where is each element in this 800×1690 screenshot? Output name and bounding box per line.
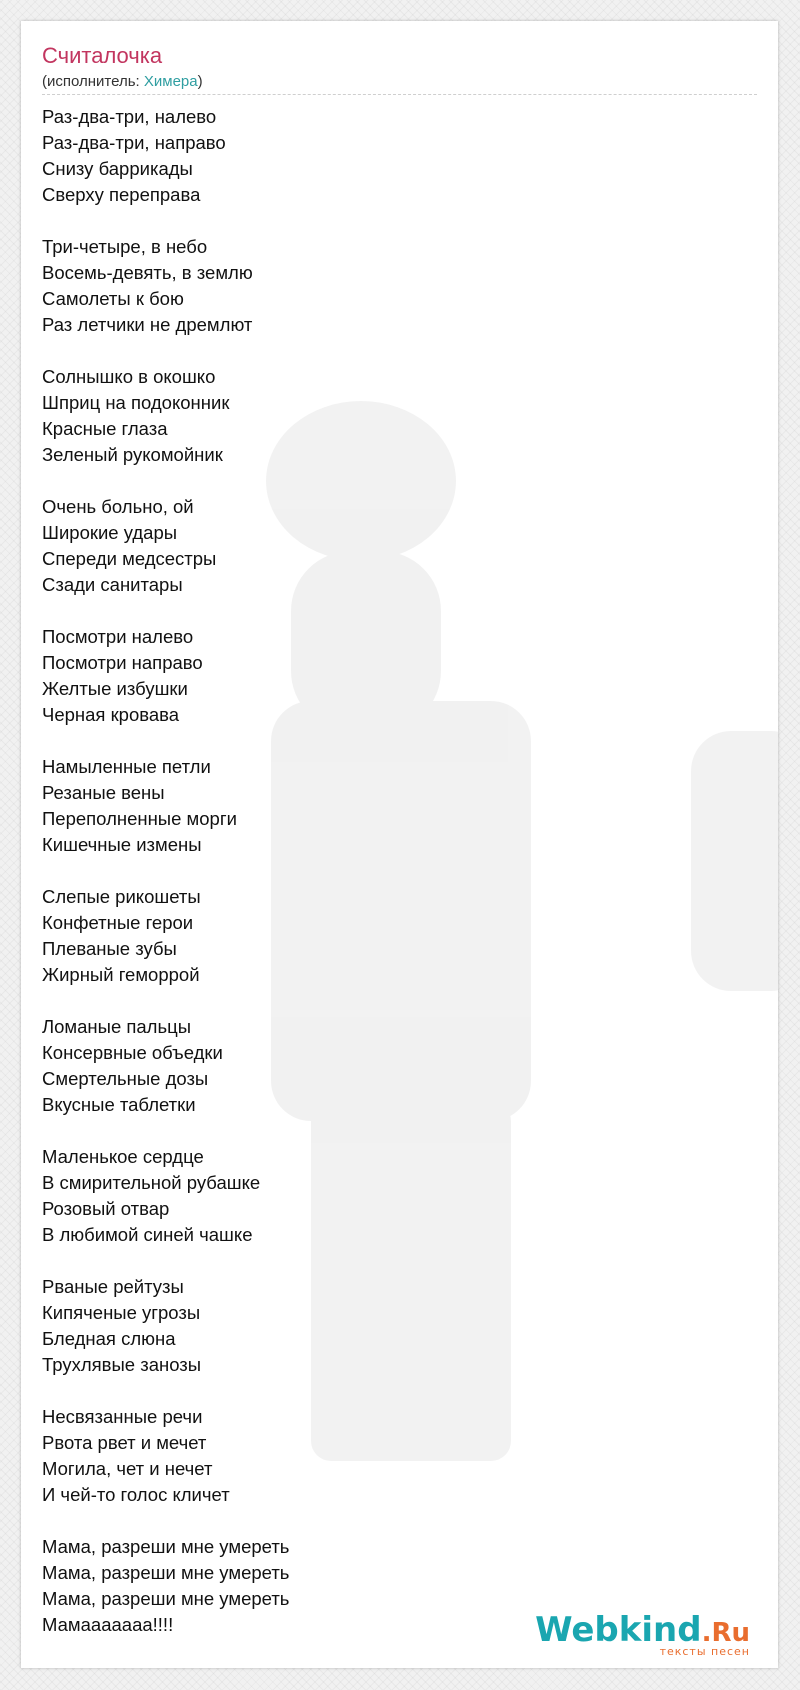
stanza bbox=[42, 1014, 742, 1118]
logo-main-text: Webkind bbox=[535, 1610, 702, 1650]
lyric-line: Трухлявые занозы bbox=[42, 1354, 202, 1375]
lyric-line: Плеваные зубы bbox=[42, 938, 177, 959]
lyric-line: В смирительной рубашке bbox=[42, 1172, 261, 1193]
lyric-line: Раз-два-три, налево bbox=[42, 106, 217, 127]
lyric-line: Посмотри направо bbox=[42, 652, 203, 673]
lyric-line: Снизу баррикады bbox=[42, 158, 193, 179]
lyric-line: Мамааааааа!!!! bbox=[42, 1614, 174, 1635]
artist-link[interactable]: Химера bbox=[143, 73, 198, 90]
stanza bbox=[42, 1274, 742, 1378]
lyrics-text bbox=[42, 104, 742, 1664]
lyric-line: Раз летчики не дремлют bbox=[42, 314, 253, 335]
lyric-line: Вкусные таблетки bbox=[42, 1094, 196, 1115]
lyric-line: Могила, чет и нечет bbox=[42, 1458, 213, 1479]
lyric-line: Конфетные герои bbox=[42, 912, 194, 933]
lyric-line: Шприц на подоконник bbox=[42, 392, 230, 413]
lyric-line: И чей-то голос кличет bbox=[42, 1484, 230, 1505]
lyric-line: Ломаные пальцы bbox=[42, 1016, 192, 1037]
lyric-line: Кипяченые угрозы bbox=[42, 1302, 201, 1323]
stanza bbox=[42, 1144, 742, 1248]
artist-suffix: ) bbox=[197, 73, 203, 90]
lyric-line: Очень больно, ой bbox=[42, 496, 194, 517]
lyric-line: Жирный геморрой bbox=[42, 964, 200, 985]
lyric-line: Рвота рвет и мечет bbox=[42, 1432, 207, 1453]
stanza bbox=[42, 754, 742, 858]
artist-prefix: (исполнитель: bbox=[42, 73, 144, 90]
lyric-line: Рваные рейтузы bbox=[42, 1276, 184, 1297]
lyric-line: Зеленый рукомойник bbox=[42, 444, 223, 465]
stanza bbox=[42, 104, 742, 208]
lyric-line: Мама, разреши мне умереть bbox=[42, 1536, 290, 1557]
lyric-line: Маленькое сердце bbox=[42, 1146, 204, 1167]
lyric-line: Сверху переправа bbox=[42, 184, 201, 205]
webkind-logo[interactable] bbox=[535, 1612, 750, 1658]
stanza bbox=[42, 1404, 742, 1508]
lyric-line: Красные глаза bbox=[42, 418, 168, 439]
logo-tld-text: .Ru bbox=[701, 1618, 750, 1648]
title-divider bbox=[42, 94, 757, 95]
lyric-line: Мама, разреши мне умереть bbox=[42, 1562, 290, 1583]
stanza bbox=[42, 624, 742, 728]
lyric-line: Мама, разреши мне умереть bbox=[42, 1588, 290, 1609]
lyric-line: Смертельные дозы bbox=[42, 1068, 209, 1089]
lyric-line: Переполненные морги bbox=[42, 808, 237, 829]
lyric-line: Черная кровава bbox=[42, 704, 180, 725]
lyric-line: Консервные объедки bbox=[42, 1042, 223, 1063]
logo-tagline: тексты песен bbox=[659, 1645, 750, 1658]
lyric-line: Три-четыре, в небо bbox=[42, 236, 208, 257]
lyric-line: Намыленные петли bbox=[42, 756, 211, 777]
stanza bbox=[42, 234, 742, 338]
lyric-line: Розовый отвар bbox=[42, 1198, 170, 1219]
stanza bbox=[42, 364, 742, 468]
lyric-line: Широкие удары bbox=[42, 522, 178, 543]
lyric-line: В любимой синей чашке bbox=[42, 1224, 253, 1245]
lyric-line: Восемь-девять, в землю bbox=[42, 262, 253, 283]
lyric-line: Несвязанные речи bbox=[42, 1406, 203, 1427]
lyric-line: Сзади санитары bbox=[42, 574, 183, 595]
lyric-line: Спереди медсестры bbox=[42, 548, 217, 569]
lyric-line: Раз-два-три, направо bbox=[42, 132, 226, 153]
artist-line bbox=[42, 72, 203, 92]
stanza bbox=[42, 884, 742, 988]
stanza bbox=[42, 494, 742, 598]
lyric-line: Желтые избушки bbox=[42, 678, 188, 699]
lyric-line: Солнышко в окошко bbox=[42, 366, 216, 387]
lyric-line: Резаные вены bbox=[42, 782, 165, 803]
lyric-line: Слепые рикошеты bbox=[42, 886, 201, 907]
song-title: Считалочка bbox=[42, 43, 163, 68]
lyric-line: Посмотри налево bbox=[42, 626, 194, 647]
lyrics-card bbox=[21, 21, 778, 1668]
lyric-line: Кишечные измены bbox=[42, 834, 202, 855]
lyric-line: Самолеты к бою bbox=[42, 288, 184, 309]
lyric-line: Бледная слюна bbox=[42, 1328, 176, 1349]
